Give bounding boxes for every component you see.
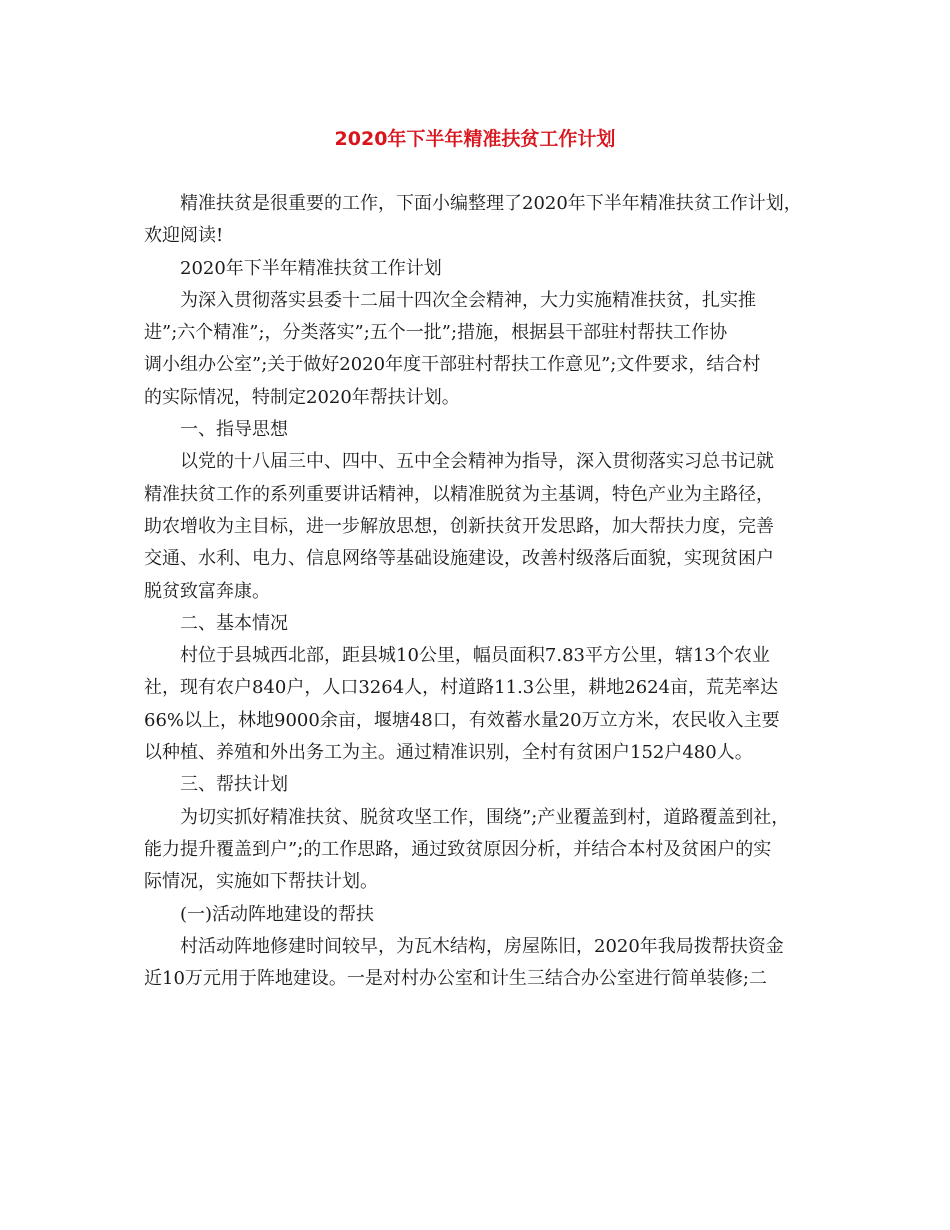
paragraph-line: 66%以上，林地9000余亩，堰塘48口，有效蓄水量20万立方米，农民收入主要 — [144, 709, 780, 731]
document-title: 2020年下半年精准扶贫工作计划 — [334, 128, 616, 150]
paragraph-line: 助农增收为主目标，进一步解放思想，创新扶贫开发思路，加大帮扶力度，完善 — [144, 515, 774, 537]
paragraph-line: 社，现有农户840户，人口3264人，村道路11.3公里，耕地2624亩，荒芜率达 — [144, 677, 779, 699]
subtitle-line: 2020年下半年精准扶贫工作计划 — [180, 257, 442, 279]
paragraph-line: 进”;六个精准”;，分类落实”;五个一批”;措施，根据县干部驻村帮扶工作协 — [144, 322, 728, 344]
paragraph-line: 欢迎阅读! — [144, 225, 224, 247]
paragraph-line: 精准扶贫工作的系列重要讲话精神，以精准脱贫为主基调，特色产业为主路径， — [144, 483, 774, 505]
paragraph-line: 际情况，实施如下帮扶计划。 — [144, 871, 378, 893]
paragraph-line: 的实际情况，特制定2020年帮扶计划。 — [144, 386, 460, 408]
paragraph-line: 交通、水利、电力、信息网络等基础设施建设，改善村级落后面貌，实现贫困户 — [144, 548, 774, 570]
paragraph-line: 精准扶贫是很重要的工作，下面小编整理了2020年下半年精准扶贫工作计划， — [180, 193, 802, 214]
paragraph-line: 以种植、养殖和外出务工为主。通过精准识别，全村有贫困户152户480人。 — [144, 742, 753, 764]
paragraph-line: 近10万元用于阵地建设。一是对村办公室和计生三结合办公室进行简单装修;二 — [144, 968, 767, 990]
document-body — [144, 188, 824, 995]
paragraph-line: 为切实抓好精准扶贫、脱贫攻坚工作，围绕”;产业覆盖到村，道路覆盖到社， — [180, 806, 790, 828]
paragraph-line: 能力提升覆盖到户”;的工作思路，通过致贫原因分析，并结合本村及贫困户的实 — [144, 838, 772, 860]
paragraph-line: 以党的十八届三中、四中、五中全会精神为指导，深入贯彻落实习总书记就 — [180, 451, 774, 473]
subsection-heading: (一)活动阵地建设的帮扶 — [180, 903, 375, 925]
paragraph-line: 为深入贯彻落实县委十二届十四次全会精神，大力实施精准扶贫，扎实推 — [180, 289, 756, 311]
paragraph-line: 调小组办公室”;关于做好2020年度干部驻村帮扶工作意见”;文件要求，结合村 — [144, 354, 761, 376]
paragraph-line: 村活动阵地修建时间较早，为瓦木结构，房屋陈旧，2020年我局拨帮扶资金 — [180, 935, 784, 957]
section-heading: 三、帮扶计划 — [180, 774, 288, 796]
paragraph-line: 脱贫致富奔康。 — [144, 580, 270, 602]
section-heading: 二、基本情况 — [180, 612, 288, 634]
paragraph-line: 村位于县城西北部，距县城10公里，幅员面积7.83平方公里，辖13个农业 — [180, 645, 770, 667]
section-heading: 一、指导思想 — [180, 419, 288, 441]
